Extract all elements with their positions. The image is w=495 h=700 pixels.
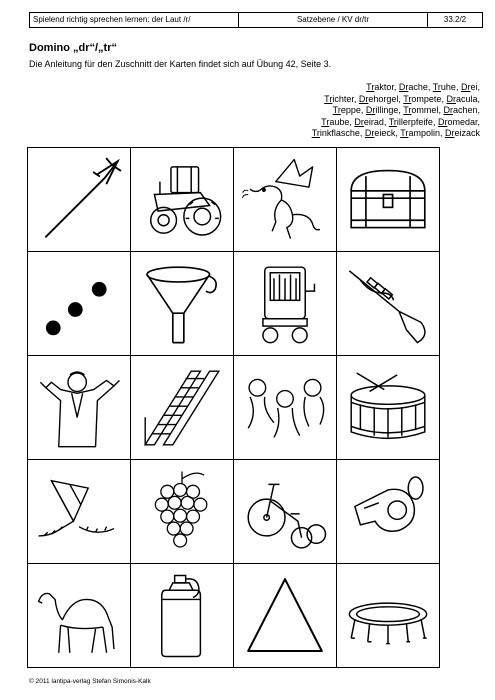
word-item <box>433 82 456 92</box>
word-cluster: Dr <box>437 116 448 127</box>
card-dracula[interactable] <box>28 356 131 460</box>
drinking-bottle-icon <box>136 570 228 662</box>
word-item <box>403 105 438 115</box>
word-item <box>438 117 478 127</box>
word-cluster: Tr <box>366 82 375 92</box>
word-cluster: Dr <box>398 82 409 92</box>
trumpet-icon <box>342 258 434 350</box>
word-rest: eieck <box>374 128 396 139</box>
word-list-line: Traktor, Drache, Truhe, Drei, <box>366 82 480 92</box>
word-item <box>443 105 477 115</box>
word-rest: aktor <box>374 82 394 92</box>
word-list-line: Traube, Dreirad, Trillerpfeife, Dromedar, <box>321 116 480 127</box>
drum-icon <box>342 362 434 454</box>
word-rest: ehorgel <box>368 93 399 104</box>
word-rest: ompete <box>411 93 442 104</box>
card-triplets[interactable] <box>234 356 337 460</box>
word-cluster: Dr <box>358 93 369 104</box>
word-rest: aube <box>329 116 350 127</box>
word-item <box>403 94 441 104</box>
tricycle-icon <box>239 466 331 558</box>
trident-icon <box>33 154 125 246</box>
card-tricycle[interactable] <box>234 460 337 564</box>
card-triangle[interactable] <box>234 564 337 668</box>
trampoline-icon <box>342 570 434 662</box>
word-item <box>446 94 477 104</box>
word-cluster: Tr <box>332 105 341 116</box>
word-list-line: Treppe, Drillinge, Trommel, Drachen, <box>332 105 480 116</box>
word-rest: illinge <box>375 105 399 116</box>
card-drinking-bottle[interactable] <box>131 564 234 668</box>
word-rest: ommel <box>411 105 439 116</box>
card-whistle[interactable] <box>337 460 440 564</box>
word-item <box>400 128 440 138</box>
card-trumpet[interactable] <box>337 252 440 356</box>
word-item <box>366 105 399 115</box>
word-list <box>180 82 480 140</box>
word-cluster: Tr <box>403 105 412 116</box>
word-rest: ampolin <box>408 128 440 139</box>
triangle-icon <box>239 570 331 662</box>
word-rest: uhe <box>440 82 456 92</box>
word-rest: eirad <box>363 116 384 127</box>
word-cluster: Tr <box>321 116 330 127</box>
card-three-dots[interactable] <box>28 252 131 356</box>
tractor-icon <box>136 154 228 246</box>
card-barrel-organ[interactable] <box>234 252 337 356</box>
word-cluster: Tr <box>403 93 412 104</box>
word-cluster: Dr <box>354 116 364 127</box>
word-cluster: Dr <box>365 105 376 116</box>
word-item <box>321 117 349 127</box>
word-cluster: Dr <box>446 93 456 104</box>
word-item <box>365 128 396 138</box>
word-item <box>333 105 361 115</box>
triplets-icon <box>239 362 331 454</box>
dromedary-icon <box>33 570 125 662</box>
word-item <box>389 117 433 127</box>
card-trampoline[interactable] <box>337 564 440 668</box>
word-rest: achen <box>452 105 478 116</box>
word-list-line: Trinkflasche, Dreieck, Trampolin, Dreizack <box>311 128 480 139</box>
card-dragon[interactable] <box>234 148 337 252</box>
card-chest[interactable] <box>337 148 440 252</box>
card-dromedary[interactable] <box>28 564 131 668</box>
word-rest: ei <box>470 82 478 92</box>
word-cluster: Dr <box>460 82 471 92</box>
word-item <box>359 94 399 104</box>
header-course-title: Spielend richtig sprechen lernen: der Laut /r/ <box>30 13 239 27</box>
instruction-text: Die Anleitung für den Zuschnitt der Karten findet sich auf Übung 42, Seite 3. <box>29 59 332 69</box>
word-cluster: Dr <box>443 105 453 116</box>
whistle-icon <box>342 466 434 558</box>
card-stairs[interactable] <box>131 356 234 460</box>
card-drum[interactable] <box>337 356 440 460</box>
header-section: Satzebene / KV dr/tr <box>239 13 428 27</box>
card-funnel[interactable] <box>131 252 234 356</box>
word-list-line: Trichter, Drehorgel, Trompete, Dracula, <box>324 93 480 104</box>
chest-icon <box>342 154 434 246</box>
word-rest: ichter <box>332 93 354 104</box>
word-cluster: Tr <box>324 93 333 104</box>
stairs-icon <box>136 362 228 454</box>
word-cluster: Tr <box>432 82 441 92</box>
card-kite[interactable] <box>28 460 131 564</box>
word-rest: ache <box>408 82 428 92</box>
word-item <box>461 82 478 92</box>
word-cluster: Dr <box>444 128 455 139</box>
word-rest: omedar <box>447 116 478 127</box>
word-cluster: Tr <box>388 116 397 127</box>
word-item <box>445 128 480 138</box>
card-grapes[interactable] <box>131 460 234 564</box>
word-rest: acula <box>455 93 478 104</box>
page-title: Domino „dr“/„tr“ <box>29 42 117 54</box>
word-rest: eppe <box>340 105 361 116</box>
word-item <box>312 128 360 138</box>
word-rest: eizack <box>454 128 480 139</box>
kite-icon <box>33 466 125 558</box>
three-dots-icon <box>33 258 125 350</box>
word-rest: inkflasche <box>319 128 360 139</box>
funnel-icon <box>136 258 228 350</box>
word-item <box>354 117 384 127</box>
header-table <box>29 12 483 28</box>
word-item <box>366 82 394 92</box>
dracula-icon <box>33 362 125 454</box>
card-trident[interactable] <box>28 148 131 252</box>
word-cluster: Dr <box>364 128 375 139</box>
barrel-organ-icon <box>239 258 331 350</box>
grapes-icon <box>136 466 228 558</box>
word-rest: illerpfeife <box>396 116 433 127</box>
word-item <box>324 94 354 104</box>
copyright-footer: © 2011 lantipa-verlag Stefan Simonis-Kalk <box>29 678 151 685</box>
word-item <box>399 82 428 92</box>
domino-card-grid <box>27 147 440 668</box>
card-tractor[interactable] <box>131 148 234 252</box>
word-cluster: Tr <box>400 128 409 139</box>
header-page-number: 33.2/2 <box>443 15 467 24</box>
word-cluster: Tr <box>311 128 320 139</box>
dragon-icon <box>239 154 331 246</box>
